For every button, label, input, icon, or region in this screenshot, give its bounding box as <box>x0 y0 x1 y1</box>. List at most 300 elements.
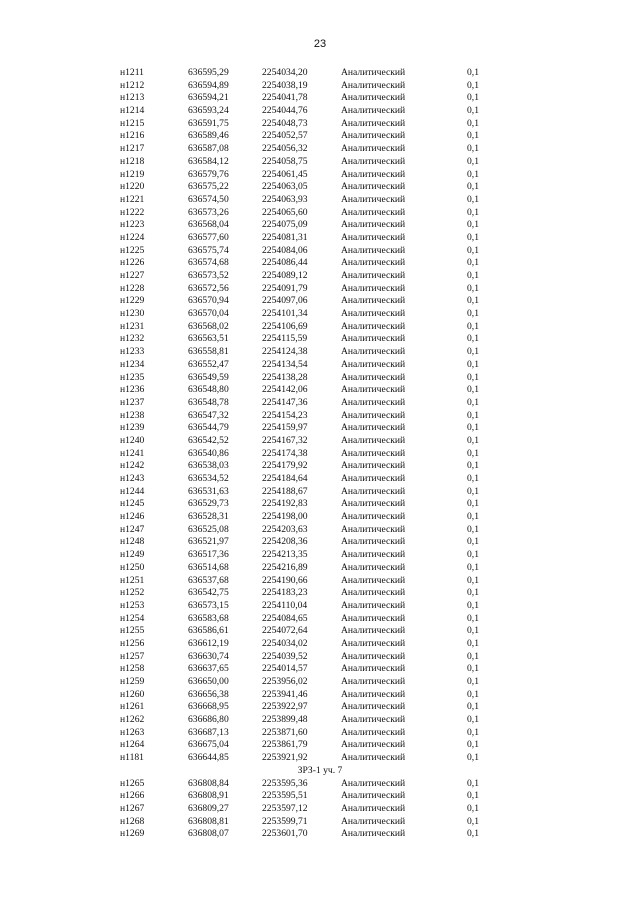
coordinate-y: 2254089,12 <box>262 270 308 281</box>
point-id: н1244 <box>120 485 145 497</box>
page-number: 23 <box>313 38 327 50</box>
method: Аналитический <box>341 460 406 472</box>
point-id: н1224 <box>120 231 145 243</box>
method: Аналитический <box>341 295 406 307</box>
accuracy: 0,1 <box>467 422 479 434</box>
coordinate-x: 636570,94 <box>188 295 229 307</box>
coordinate-y: 2253595,51 <box>262 790 308 802</box>
coordinate-x: 636568,04 <box>188 219 229 231</box>
point-id: н1181 <box>120 752 144 764</box>
point-id: н1266 <box>120 790 145 802</box>
accuracy: 0,1 <box>467 434 479 446</box>
method: Аналитический <box>341 447 406 459</box>
point-id: н1215 <box>120 117 145 129</box>
coordinate-x: 636593,24 <box>188 105 229 117</box>
point-id: н1223 <box>120 219 145 231</box>
coordinate-x: 636594,89 <box>188 79 229 91</box>
table-row <box>0 333 640 346</box>
coordinate-y: 2254213,35 <box>262 549 308 561</box>
coordinate-y: 2254072,64 <box>262 625 308 637</box>
point-id: н1254 <box>120 612 145 624</box>
coordinate-x: 636570,04 <box>188 308 229 320</box>
method: Аналитический <box>341 333 406 345</box>
point-id: н1269 <box>120 828 145 840</box>
accuracy: 0,1 <box>467 561 479 573</box>
accuracy: 0,1 <box>467 257 479 269</box>
method: Аналитический <box>341 815 406 827</box>
coordinate-x: 636548,78 <box>188 396 229 408</box>
table-row <box>0 676 640 689</box>
accuracy: 0,1 <box>467 663 479 675</box>
point-id: н1261 <box>120 701 145 713</box>
coordinate-y: 2253597,12 <box>262 802 308 814</box>
method: Аналитический <box>341 396 406 408</box>
accuracy: 0,1 <box>467 67 479 78</box>
table-row <box>0 270 640 283</box>
method: Аналитический <box>341 143 406 155</box>
method: Аналитический <box>341 155 406 167</box>
accuracy: 0,1 <box>467 155 479 167</box>
table-row <box>0 295 640 308</box>
coordinate-y: 2254184,64 <box>262 473 308 484</box>
coordinate-x: 636573,15 <box>188 599 229 611</box>
table-row <box>0 435 640 448</box>
method: Аналитический <box>341 244 406 256</box>
method: Аналитический <box>341 422 406 434</box>
table-row <box>0 714 640 727</box>
accuracy: 0,1 <box>467 181 479 193</box>
table-row <box>0 498 640 511</box>
coordinate-y: 2254044,76 <box>262 105 308 117</box>
method: Аналитический <box>341 92 406 104</box>
table-row <box>0 727 640 740</box>
method: Аналитический <box>341 485 406 497</box>
accuracy: 0,1 <box>467 231 479 243</box>
point-id: н1216 <box>120 130 145 142</box>
point-id: н1230 <box>120 308 145 320</box>
point-id: н1211 <box>120 67 144 78</box>
table-row <box>0 156 640 169</box>
table-row <box>0 651 640 664</box>
table-row <box>0 460 640 473</box>
point-id: н1236 <box>120 384 145 396</box>
coordinate-x: 636573,52 <box>188 270 229 281</box>
coordinate-y: 2254065,60 <box>262 206 308 218</box>
coordinate-x: 636687,13 <box>188 726 229 738</box>
accuracy: 0,1 <box>467 270 479 281</box>
coordinate-y: 2254208,36 <box>262 536 308 548</box>
table-row <box>0 321 640 334</box>
coordinate-y: 2254190,66 <box>262 574 308 586</box>
coordinate-y: 2254167,32 <box>262 434 308 446</box>
point-id: н1233 <box>120 346 145 358</box>
coordinate-y: 2254038,19 <box>262 79 308 91</box>
method: Аналитический <box>341 549 406 561</box>
coordinate-y: 2254039,52 <box>262 650 308 662</box>
coordinate-y: 2254084,06 <box>262 244 308 256</box>
point-id: н1239 <box>120 422 145 434</box>
table-row <box>0 625 640 638</box>
coordinate-y: 2254063,93 <box>262 193 308 205</box>
coordinate-y: 2253595,36 <box>262 777 308 789</box>
coordinate-x: 636514,68 <box>188 561 229 573</box>
coordinate-y: 2254091,79 <box>262 282 308 294</box>
accuracy: 0,1 <box>467 739 479 751</box>
coordinate-y: 2254081,31 <box>262 231 308 243</box>
method: Аналитический <box>341 473 406 484</box>
accuracy: 0,1 <box>467 574 479 586</box>
table-row <box>0 372 640 385</box>
coordinate-x: 636544,79 <box>188 422 229 434</box>
coordinate-x: 636650,00 <box>188 676 229 687</box>
coordinate-x: 636630,74 <box>188 650 229 662</box>
point-id: н1243 <box>120 473 145 484</box>
coordinate-x: 636525,08 <box>188 523 229 535</box>
accuracy: 0,1 <box>467 485 479 497</box>
coordinate-x: 636572,56 <box>188 282 229 294</box>
table-row <box>0 752 640 765</box>
method: Аналитический <box>341 574 406 586</box>
method: Аналитический <box>341 257 406 269</box>
method: Аналитический <box>341 270 406 281</box>
coordinate-y: 2254115,59 <box>262 333 308 345</box>
method: Аналитический <box>341 181 406 193</box>
coordinate-x: 636574,68 <box>188 257 229 269</box>
method: Аналитический <box>341 637 406 649</box>
coordinate-x: 636575,74 <box>188 244 229 256</box>
coordinate-y: 2253899,48 <box>262 714 308 726</box>
point-id: н1241 <box>120 447 145 459</box>
method: Аналитический <box>341 663 406 675</box>
method: Аналитический <box>341 790 406 802</box>
coordinate-y: 2254138,28 <box>262 371 308 383</box>
method: Аналитический <box>341 117 406 129</box>
accuracy: 0,1 <box>467 511 479 523</box>
accuracy: 0,1 <box>467 726 479 738</box>
table-row <box>0 105 640 118</box>
coordinate-y: 2254142,06 <box>262 384 308 396</box>
coordinate-y: 2254192,83 <box>262 498 308 510</box>
accuracy: 0,1 <box>467 117 479 129</box>
table-row <box>0 511 640 524</box>
coordinate-x: 636808,81 <box>188 815 229 827</box>
accuracy: 0,1 <box>467 701 479 713</box>
coordinate-y: 2254084,65 <box>262 612 308 624</box>
table-row <box>0 359 640 372</box>
accuracy: 0,1 <box>467 130 479 142</box>
coordinate-x: 636595,29 <box>188 67 229 78</box>
coordinate-x: 636538,03 <box>188 460 229 472</box>
coordinate-x: 636591,75 <box>188 117 229 129</box>
point-id: н1213 <box>120 92 145 104</box>
accuracy: 0,1 <box>467 193 479 205</box>
coordinate-x: 636542,75 <box>188 587 229 599</box>
coordinate-y: 2254183,23 <box>262 587 308 599</box>
coordinate-y: 2253921,92 <box>262 752 308 764</box>
table-row <box>0 118 640 131</box>
section-heading: ЗРЗ-1 уч. 7 <box>297 764 343 776</box>
coordinate-y: 2254075,09 <box>262 219 308 231</box>
table-row <box>0 600 640 613</box>
coordinate-x: 636808,07 <box>188 828 229 840</box>
point-id: н1217 <box>120 143 145 155</box>
coordinate-y: 2254216,89 <box>262 561 308 573</box>
method: Аналитический <box>341 511 406 523</box>
coordinate-y: 2254101,34 <box>262 308 308 320</box>
accuracy: 0,1 <box>467 688 479 700</box>
coordinate-y: 2253599,71 <box>262 815 308 827</box>
coordinate-x: 636579,76 <box>188 168 229 180</box>
accuracy: 0,1 <box>467 498 479 510</box>
point-rows-group <box>0 778 640 841</box>
coordinate-y: 2253956,02 <box>262 676 308 687</box>
method: Аналитический <box>341 193 406 205</box>
coordinate-y: 2254124,38 <box>262 346 308 358</box>
accuracy: 0,1 <box>467 473 479 484</box>
accuracy: 0,1 <box>467 625 479 637</box>
table-row <box>0 575 640 588</box>
method: Аналитический <box>341 168 406 180</box>
table-row <box>0 283 640 296</box>
point-id: н1250 <box>120 561 145 573</box>
coordinate-x: 636547,32 <box>188 409 229 421</box>
point-id: н1268 <box>120 815 145 827</box>
accuracy: 0,1 <box>467 587 479 599</box>
accuracy: 0,1 <box>467 143 479 155</box>
coordinate-x: 636552,47 <box>188 358 229 370</box>
coordinate-y: 2254048,73 <box>262 117 308 129</box>
point-id: н1237 <box>120 396 145 408</box>
coordinate-y: 2254052,57 <box>262 130 308 142</box>
point-id: н1242 <box>120 460 145 472</box>
coordinate-x: 636809,27 <box>188 802 229 814</box>
method: Аналитический <box>341 371 406 383</box>
coordinate-x: 636574,50 <box>188 193 229 205</box>
table-row <box>0 130 640 143</box>
point-id: н1267 <box>120 802 145 814</box>
coordinate-y: 2254110,04 <box>262 599 308 611</box>
coordinate-x: 636517,36 <box>188 549 229 561</box>
method: Аналитический <box>341 67 406 78</box>
method: Аналитический <box>341 498 406 510</box>
accuracy: 0,1 <box>467 676 479 687</box>
coordinate-y: 2254174,38 <box>262 447 308 459</box>
coordinate-x: 636587,08 <box>188 143 229 155</box>
table-row <box>0 245 640 258</box>
table-row <box>0 194 640 207</box>
table-row <box>0 663 640 676</box>
point-id: н1234 <box>120 358 145 370</box>
point-id: н1259 <box>120 676 145 687</box>
coordinate-x: 636540,86 <box>188 447 229 459</box>
coordinate-y: 2253941,46 <box>262 688 308 700</box>
coordinate-y: 2253871,60 <box>262 726 308 738</box>
accuracy: 0,1 <box>467 599 479 611</box>
accuracy: 0,1 <box>467 333 479 345</box>
method: Аналитический <box>341 308 406 320</box>
coordinate-x: 636686,80 <box>188 714 229 726</box>
method: Аналитический <box>341 346 406 358</box>
point-id: н1238 <box>120 409 145 421</box>
accuracy: 0,1 <box>467 409 479 421</box>
method: Аналитический <box>341 320 406 332</box>
coordinate-y: 2254198,00 <box>262 511 308 523</box>
accuracy: 0,1 <box>467 79 479 91</box>
coordinate-y: 2254159,97 <box>262 422 308 434</box>
point-id: н1264 <box>120 739 145 751</box>
point-id: н1251 <box>120 574 145 586</box>
point-id: н1240 <box>120 434 145 446</box>
accuracy: 0,1 <box>467 295 479 307</box>
coordinate-x: 636568,02 <box>188 320 229 332</box>
coordinate-x: 636637,65 <box>188 663 229 675</box>
method: Аналитический <box>341 739 406 751</box>
coordinate-x: 636534,52 <box>188 473 229 484</box>
coordinate-x: 636577,60 <box>188 231 229 243</box>
table-row <box>0 790 640 803</box>
coordinate-y: 2254034,02 <box>262 637 308 649</box>
accuracy: 0,1 <box>467 612 479 624</box>
accuracy: 0,1 <box>467 219 479 231</box>
table-row <box>0 473 640 486</box>
point-id: н1225 <box>120 244 145 256</box>
coordinate-x: 636808,91 <box>188 790 229 802</box>
method: Аналитический <box>341 828 406 840</box>
table-row <box>0 701 640 714</box>
coordinate-x: 636808,84 <box>188 777 229 789</box>
accuracy: 0,1 <box>467 549 479 561</box>
accuracy: 0,1 <box>467 637 479 649</box>
point-id: н1221 <box>120 193 145 205</box>
point-id: н1220 <box>120 181 145 193</box>
accuracy: 0,1 <box>467 105 479 117</box>
point-id: н1232 <box>120 333 145 345</box>
point-id: н1245 <box>120 498 145 510</box>
coordinate-y: 2254188,67 <box>262 485 308 497</box>
method: Аналитический <box>341 523 406 535</box>
accuracy: 0,1 <box>467 460 479 472</box>
point-id: н1248 <box>120 536 145 548</box>
table-row <box>0 828 640 841</box>
coordinate-x: 636575,22 <box>188 181 229 193</box>
method: Аналитический <box>341 714 406 726</box>
point-id: н1255 <box>120 625 145 637</box>
point-id: н1228 <box>120 282 145 294</box>
point-rows-group <box>0 67 640 765</box>
coordinate-x: 636542,52 <box>188 434 229 446</box>
method: Аналитический <box>341 282 406 294</box>
method: Аналитический <box>341 130 406 142</box>
coordinate-x: 636584,12 <box>188 155 229 167</box>
table-row <box>0 536 640 549</box>
point-id: н1253 <box>120 599 145 611</box>
method: Аналитический <box>341 612 406 624</box>
accuracy: 0,1 <box>467 396 479 408</box>
table-row <box>0 257 640 270</box>
method: Аналитический <box>341 561 406 573</box>
method: Аналитический <box>341 206 406 218</box>
accuracy: 0,1 <box>467 815 479 827</box>
coordinate-y: 2254154,23 <box>262 409 308 421</box>
method: Аналитический <box>341 726 406 738</box>
method: Аналитический <box>341 599 406 611</box>
table-row <box>0 384 640 397</box>
table-row <box>0 232 640 245</box>
coordinate-x: 636594,21 <box>188 92 229 104</box>
method: Аналитический <box>341 676 406 687</box>
accuracy: 0,1 <box>467 650 479 662</box>
coordinate-y: 2254061,45 <box>262 168 308 180</box>
table-row <box>0 524 640 537</box>
accuracy: 0,1 <box>467 523 479 535</box>
coordinate-x: 636573,26 <box>188 206 229 218</box>
table-row <box>0 207 640 220</box>
coordinate-x: 636583,68 <box>188 612 229 624</box>
table-row <box>0 219 640 232</box>
method: Аналитический <box>341 358 406 370</box>
accuracy: 0,1 <box>467 384 479 396</box>
point-id: н1227 <box>120 270 145 281</box>
table-row <box>0 778 640 791</box>
table-row <box>0 486 640 499</box>
coordinate-y: 2254086,44 <box>262 257 308 269</box>
table-row <box>0 549 640 562</box>
point-id: н1249 <box>120 549 145 561</box>
table-row <box>0 803 640 816</box>
coordinate-x: 636549,59 <box>188 371 229 383</box>
method: Аналитический <box>341 777 406 789</box>
accuracy: 0,1 <box>467 777 479 789</box>
coordinate-x: 636656,38 <box>188 688 229 700</box>
coordinate-x: 636612,19 <box>188 637 229 649</box>
coordinate-x: 636548,80 <box>188 384 229 396</box>
point-id: н1222 <box>120 206 145 218</box>
coordinate-x: 636528,31 <box>188 511 229 523</box>
point-id: н1218 <box>120 155 145 167</box>
table-row <box>0 92 640 105</box>
table-row <box>0 816 640 829</box>
coordinate-y: 2254058,75 <box>262 155 308 167</box>
coordinate-y: 2254014,57 <box>262 663 308 675</box>
point-id: н1263 <box>120 726 145 738</box>
method: Аналитический <box>341 802 406 814</box>
accuracy: 0,1 <box>467 206 479 218</box>
accuracy: 0,1 <box>467 358 479 370</box>
accuracy: 0,1 <box>467 92 479 104</box>
accuracy: 0,1 <box>467 752 479 764</box>
coordinate-y: 2254041,78 <box>262 92 308 104</box>
table-row <box>0 689 640 702</box>
accuracy: 0,1 <box>467 790 479 802</box>
accuracy: 0,1 <box>467 714 479 726</box>
coordinate-x: 636675,04 <box>188 739 229 751</box>
coordinate-x: 636521,97 <box>188 536 229 548</box>
accuracy: 0,1 <box>467 168 479 180</box>
point-id: н1219 <box>120 168 145 180</box>
point-id: н1246 <box>120 511 145 523</box>
table-row <box>0 181 640 194</box>
method: Аналитический <box>341 650 406 662</box>
accuracy: 0,1 <box>467 536 479 548</box>
coordinate-x: 636558,81 <box>188 346 229 358</box>
coordinate-x: 636537,68 <box>188 574 229 586</box>
method: Аналитический <box>341 625 406 637</box>
coordinate-y: 2254034,20 <box>262 67 308 78</box>
coordinate-y: 2254106,69 <box>262 320 308 332</box>
accuracy: 0,1 <box>467 244 479 256</box>
accuracy: 0,1 <box>467 371 479 383</box>
method: Аналитический <box>341 536 406 548</box>
